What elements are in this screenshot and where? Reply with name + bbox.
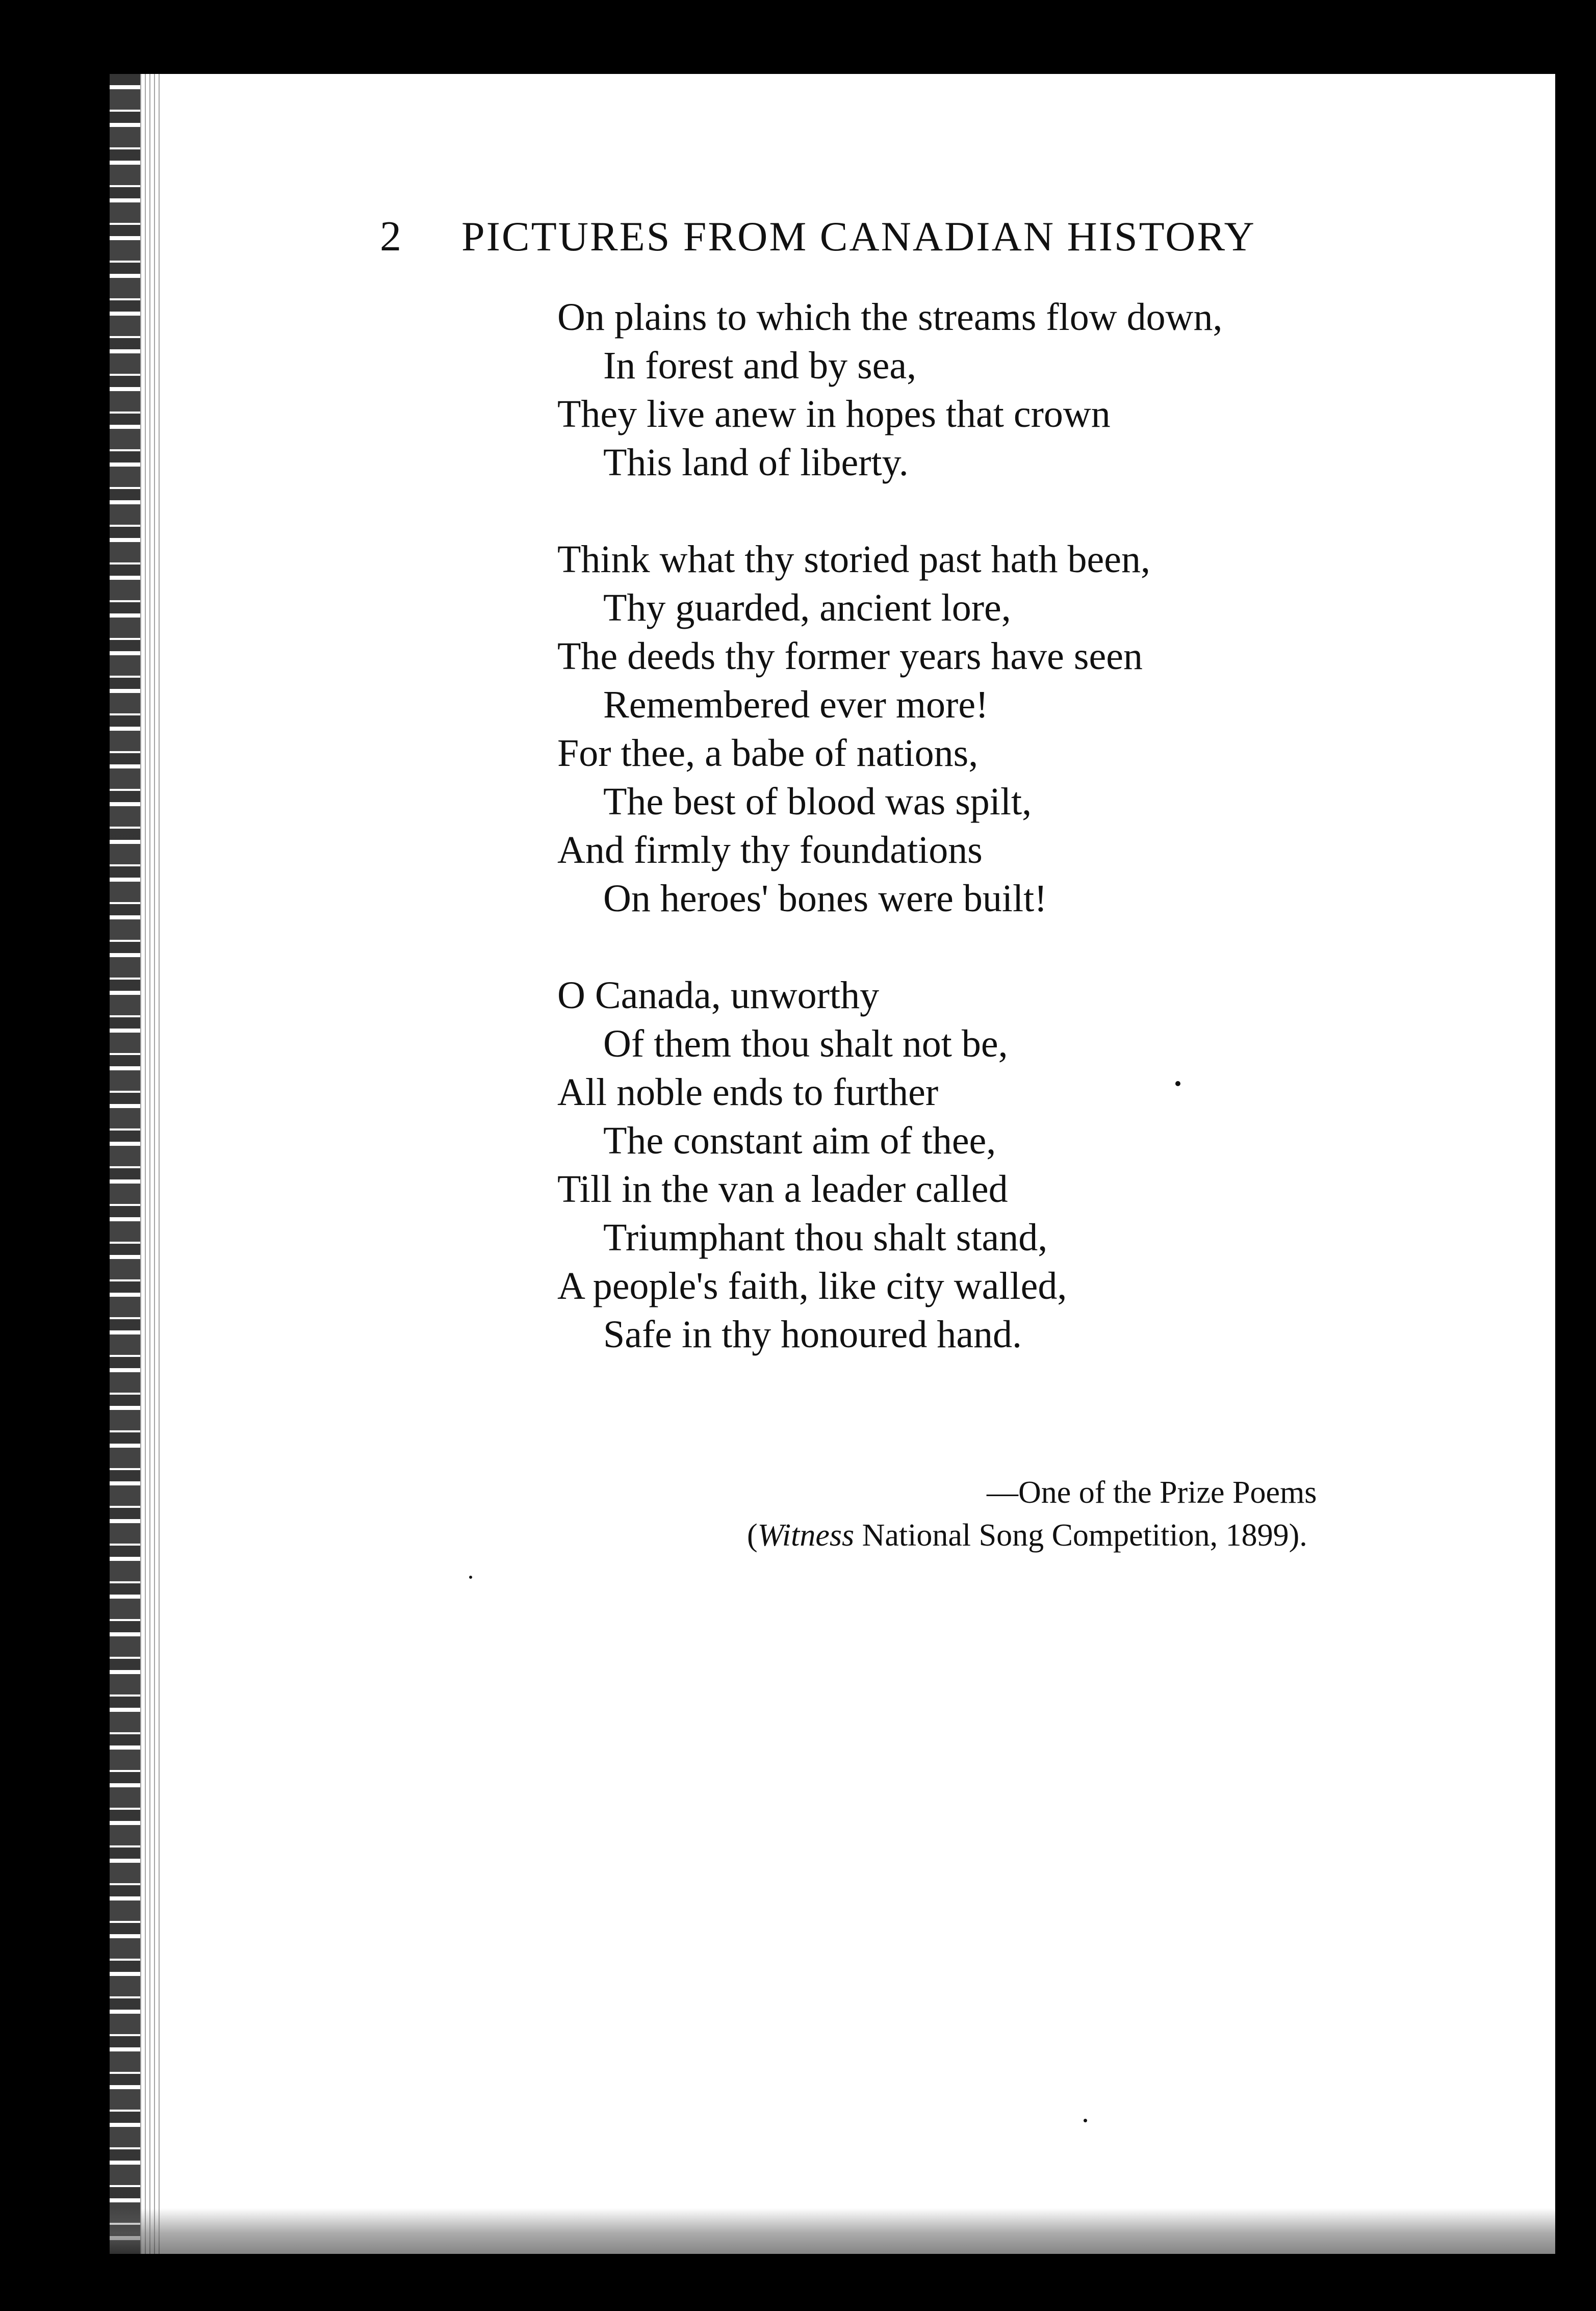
poem-line: This land of liberty. [603,441,909,484]
poem-line: All noble ends to further [557,1071,939,1114]
book-title: PICTURES FROM CANADIAN HISTORY [461,213,1256,260]
poem-line: Triumphant thou shalt stand, [603,1216,1048,1259]
page-bottom-edge [110,2208,1555,2254]
poem-line: The best of blood was spilt, [603,780,1032,823]
poem-line: Of them thou shalt not be, [603,1022,1008,1065]
poem-line: Think what thy storied past hath been, [557,538,1150,581]
page-number: 2 [380,213,403,260]
poem-line: The deeds thy former years have seen [557,635,1143,678]
poem-stanza [557,293,1526,487]
ink-speck [1175,1081,1180,1086]
attribution-source [747,1514,1537,1557]
poem-stanza [557,971,1526,1359]
attribution-line: —One of the Prize Poems [987,1475,1317,1510]
poem-line: On heroes' bones were built! [603,877,1047,920]
poem-line: A people's faith, like city walled, [557,1265,1067,1307]
poem-line: On plains to which the streams flow down, [557,296,1223,339]
poem-line: Remembered ever more! [603,683,989,726]
ink-speck [1084,2119,1087,2122]
source-rest: National Song Competition, 1899). [854,1518,1307,1553]
poem [557,293,1526,1407]
poem-line: Thy guarded, ancient lore, [603,586,1011,629]
scanned-page [110,74,1555,2254]
poem-line: O Canada, unworthy [557,974,880,1017]
poem-line: In forest and by sea, [603,344,917,387]
source-title: Witness [757,1518,855,1553]
open-paren: ( [747,1518,758,1553]
poem-stanza [557,535,1526,923]
poem-line: And firmly thy foundations [557,829,983,871]
poem-line: Till in the van a leader called [557,1168,1008,1211]
poem-line: For thee, a babe of nations, [557,732,979,775]
binding-shadow [140,74,161,2254]
running-head [380,212,1491,261]
poem-line: Safe in thy honoured hand. [603,1313,1022,1356]
poem-line: The constant aim of thee, [603,1119,996,1162]
binding-edge [110,74,140,2254]
poem-line: They live anew in hopes that crown [557,393,1111,435]
ink-speck [469,1576,472,1579]
attribution [747,1471,1537,1557]
